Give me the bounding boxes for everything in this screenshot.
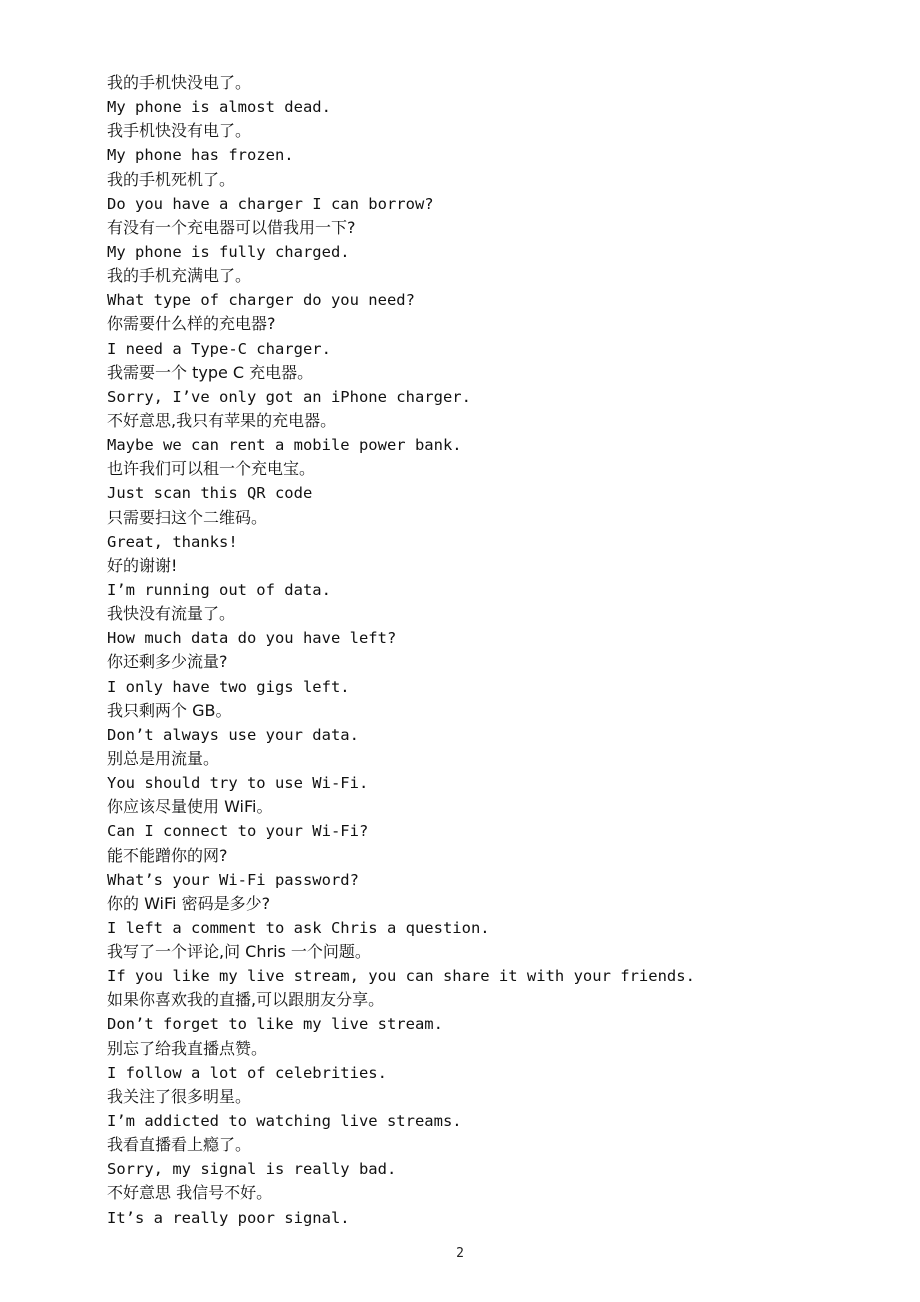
english-line: I only have two gigs left. bbox=[107, 677, 350, 696]
english-line: I follow a lot of celebrities. bbox=[107, 1063, 387, 1082]
chinese-line: 好的谢谢! bbox=[107, 555, 178, 575]
english-line: Just scan this QR code bbox=[107, 484, 313, 503]
english-line: I left a comment to ask Chris a question. bbox=[107, 918, 490, 937]
chinese-line: 不好意思 我信号不好。 bbox=[107, 1183, 273, 1203]
english-line: Maybe we can rent a mobile power bank. bbox=[107, 436, 462, 455]
chinese-line: 有没有一个充电器可以借我用一下? bbox=[107, 217, 356, 237]
english-line: It’s a really poor signal. bbox=[107, 1208, 350, 1227]
chinese-line: 我手机快没有电了。 bbox=[107, 121, 252, 141]
english-line: Can I connect to your Wi-Fi? bbox=[107, 822, 369, 841]
english-line: What type of charger do you need? bbox=[107, 291, 415, 310]
page-number: 2 bbox=[456, 1246, 464, 1261]
chinese-line: 我的手机死机了。 bbox=[107, 169, 236, 189]
english-line: Sorry, I’ve only got an iPhone charger. bbox=[107, 387, 471, 406]
english-line: I need a Type-C charger. bbox=[107, 339, 331, 358]
english-line: Don’t always use your data. bbox=[107, 725, 359, 744]
english-line: If you like my live stream, you can share it with your friends. bbox=[107, 967, 695, 986]
chinese-line: 你的 WiFi 密码是多少? bbox=[107, 893, 271, 913]
english-line: I’m addicted to watching live streams. bbox=[107, 1112, 462, 1131]
english-line: What’s your Wi-Fi password? bbox=[107, 870, 359, 889]
chinese-line: 我的手机充满电了。 bbox=[107, 266, 252, 286]
chinese-line: 不好意思,我只有苹果的充电器。 bbox=[107, 410, 337, 430]
chinese-line: 我需要一个 type C 充电器。 bbox=[107, 362, 314, 382]
english-line: Don’t forget to like my live stream. bbox=[107, 1015, 443, 1034]
chinese-line: 我写了一个评论,问 Chris 一个问题。 bbox=[107, 942, 371, 962]
chinese-line: 我看直播看上瘾了。 bbox=[107, 1135, 252, 1155]
english-line: My phone has frozen. bbox=[107, 146, 294, 165]
chinese-line: 你应该尽量使用 WiFi。 bbox=[107, 797, 273, 817]
english-line: I’m running out of data. bbox=[107, 580, 331, 599]
chinese-line: 别总是用流量。 bbox=[107, 748, 220, 768]
chinese-line: 只需要扫这个二维码。 bbox=[107, 507, 268, 527]
chinese-line: 我的手机快没电了。 bbox=[107, 73, 252, 92]
chinese-line: 别忘了给我直播点赞。 bbox=[107, 1038, 268, 1058]
chinese-line: 能不能蹭你的网? bbox=[107, 845, 228, 865]
english-line: My phone is fully charged. bbox=[107, 242, 350, 261]
english-line: Do you have a charger I can borrow? bbox=[107, 194, 434, 213]
english-line: My phone is almost dead. bbox=[107, 98, 331, 117]
chinese-line: 你还剩多少流量? bbox=[107, 652, 228, 672]
chinese-line: 我快没有流量了。 bbox=[107, 604, 236, 624]
english-line: Sorry, my signal is really bad. bbox=[107, 1160, 397, 1179]
chinese-line: 我关注了很多明星。 bbox=[107, 1086, 252, 1106]
chinese-line: 如果你喜欢我的直播,可以跟朋友分享。 bbox=[107, 990, 385, 1010]
english-line: You should try to use Wi-Fi. bbox=[107, 774, 369, 793]
chinese-line: 你需要什么样的充电器? bbox=[107, 314, 276, 334]
phrase-list bbox=[107, 71, 887, 1230]
english-line: Great, thanks! bbox=[107, 532, 238, 551]
chinese-line: 也许我们可以租一个充电宝。 bbox=[107, 459, 316, 479]
english-line: How much data do you have left? bbox=[107, 629, 397, 648]
chinese-line: 我只剩两个 GB。 bbox=[107, 700, 232, 720]
